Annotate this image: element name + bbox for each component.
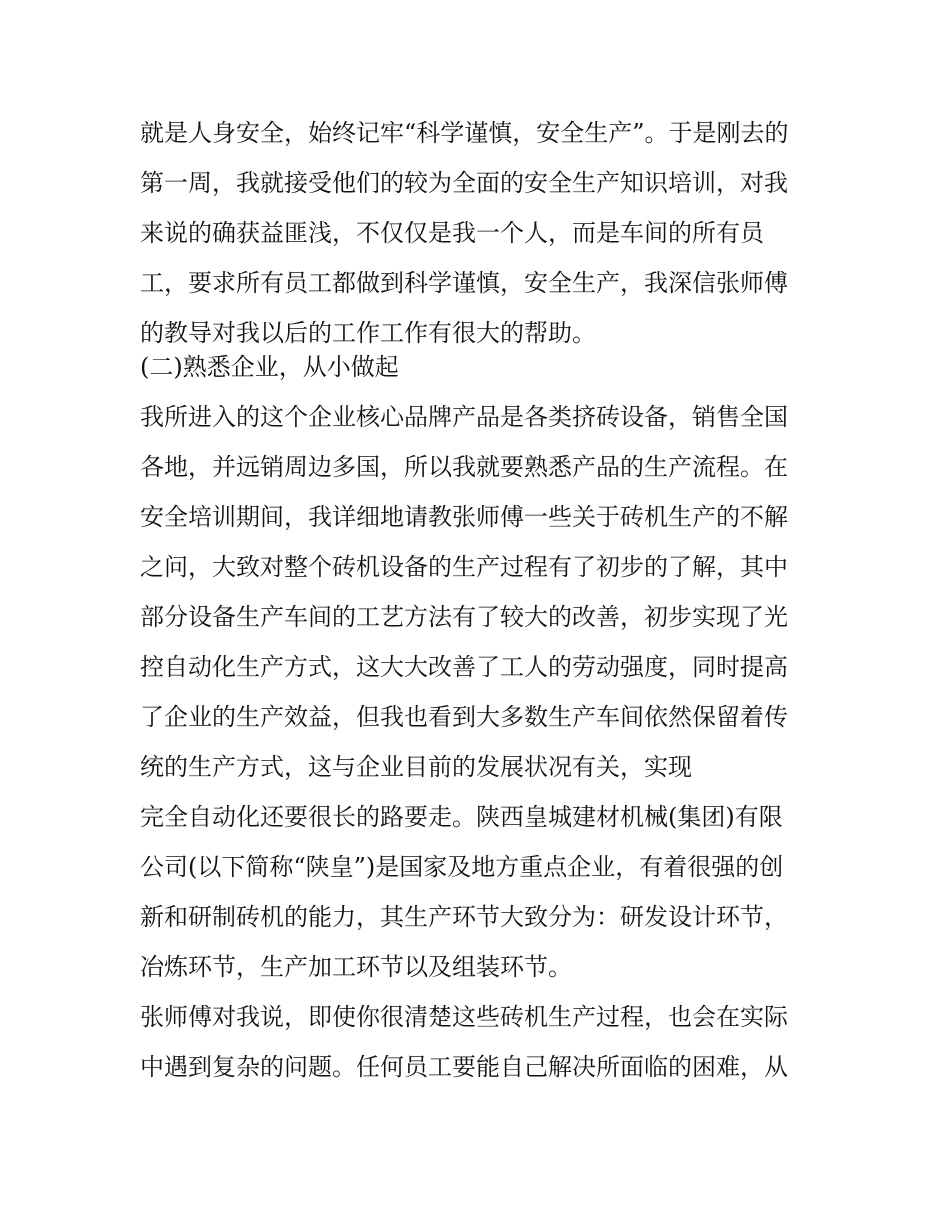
text-line: 张师傅对我说，即使你很清楚这些砖机生产过程，也会在实际 bbox=[140, 1003, 788, 1031]
text-line: 工，要求所有员工都做到科学谨慎，安全生产，我深信张师傅 bbox=[140, 269, 788, 297]
paragraph-company bbox=[140, 792, 820, 992]
text-line: 就是人身安全，始终记牢“科学谨慎，安全生产”。于是刚去的 bbox=[140, 119, 789, 147]
text-line: 部分设备生产车间的工艺方法有了较大的改善，初步实现了光 bbox=[140, 603, 788, 631]
text-line: 中遇到复杂的问题。任何员工要能自己解决所面临的困难，从 bbox=[140, 1053, 788, 1081]
text-line: 公司(以下简称“陕皇”)是国家及地方重点企业，有着很强的创 bbox=[140, 853, 784, 881]
text-line: 新和研制砖机的能力，其生产环节大致分为：研发设计环节， bbox=[140, 903, 788, 931]
body-text bbox=[140, 108, 820, 1092]
text-line: 安全培训期间，我详细地请教张师傅一些关于砖机生产的不解 bbox=[140, 503, 788, 531]
text-line: 第一周，我就接受他们的较为全面的安全生产知识培训，对我 bbox=[140, 169, 788, 197]
text-line: 之问，大致对整个砖机设备的生产过程有了初步的了解，其中 bbox=[140, 553, 788, 581]
text-line: 来说的确获益匪浅，不仅仅是我一个人，而是车间的所有员 bbox=[140, 219, 764, 247]
text-line: 我所进入的这个企业核心品牌产品是各类挤砖设备，销售全国 bbox=[140, 403, 788, 431]
paragraph-master-advice bbox=[140, 992, 820, 1092]
text-line: 完全自动化还要很长的路要走。陕西皇城建材机械(集团)有限 bbox=[140, 803, 783, 831]
text-line: 了企业的生产效益，但我也看到大多数生产车间依然保留着传 bbox=[140, 703, 788, 731]
paragraph-products bbox=[140, 392, 820, 792]
text-line: 的教导对我以后的工作工作有很大的帮助。 bbox=[140, 319, 596, 347]
section-heading bbox=[140, 350, 820, 392]
text-line: 各地，并远销周边多国，所以我就要熟悉产品的生产流程。在 bbox=[140, 453, 788, 481]
paragraph-safety bbox=[140, 108, 820, 350]
heading-line: (二)熟悉企业，从小做起 bbox=[140, 353, 399, 381]
text-line: 冶炼环节，生产加工环节以及组装环节。 bbox=[140, 953, 572, 981]
text-line: 统的生产方式，这与企业目前的发展状况有关，实现 bbox=[140, 753, 692, 781]
text-line: 控自动化生产方式，这大大改善了工人的劳动强度，同时提高 bbox=[140, 653, 788, 681]
